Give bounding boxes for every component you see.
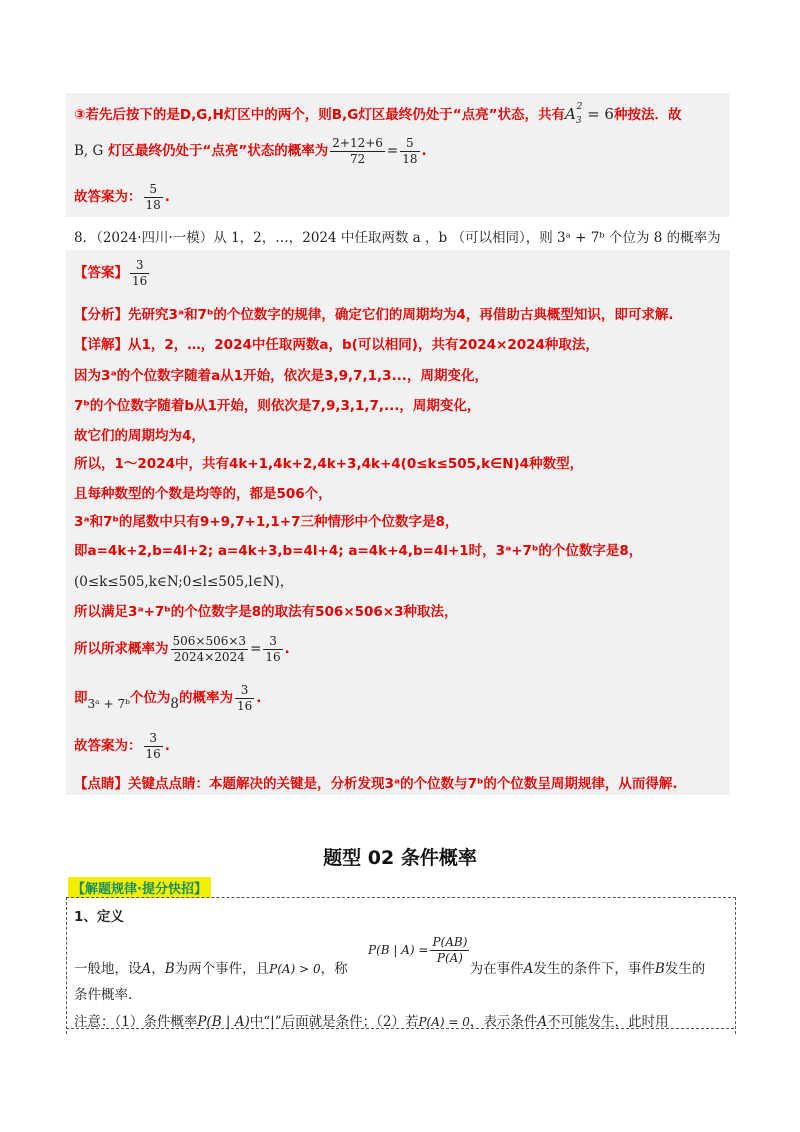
def-line1-d: ，称	[320, 961, 348, 977]
q8-ie-text: 个位为	[129, 690, 171, 706]
q8-answer-fraction: $\frac{3}{16}$	[132, 257, 148, 288]
formula-lhs: P(B | A) =	[368, 943, 429, 957]
def-line1-A: A	[141, 961, 152, 977]
q8-answer-line	[74, 253, 151, 293]
def-line1-e: 为在事件	[469, 961, 524, 977]
def-line1-a: 一般地，设	[74, 961, 142, 977]
q8-detail-1: 【详解】从1，2，…，2024中任取两数a，b(可以相同)，共有2024×2024种取法，	[74, 337, 599, 353]
q8-ie-math: 3ᵃ + 7ᵇ	[87, 697, 130, 711]
note-d: ，表示条件	[469, 1014, 538, 1030]
def-line1-b: ，	[151, 961, 165, 977]
def-line1-c: 为两个事件，且	[174, 961, 270, 977]
note-e: 不可能发生，此时用	[547, 1014, 669, 1030]
q8-answer-label: 【答案】	[74, 265, 128, 281]
note-A: A	[537, 1014, 548, 1030]
question-8: 8．（2024·四川·一模）从 1，2，…，2024 中任取两数 a ，b （可以相同），则 3ᵃ + 7ᵇ 个位为 8 的概率为	[74, 230, 721, 246]
definition-line2: 条件概率.	[74, 987, 133, 1003]
prev-answer-end: .	[164, 189, 170, 205]
formula-fraction: $\frac{P(AB)}{P(A)}$	[432, 935, 468, 965]
q8-prob-eq: =	[250, 641, 262, 657]
def-line1-B2: B	[654, 961, 665, 977]
prev-solution-line2	[74, 131, 427, 171]
q8-detail-9: (0≤k≤505,k∈N;0≤l≤505,l∈N)，	[74, 574, 294, 590]
definition-heading: 1、定义	[74, 909, 124, 925]
prev-line2-eq: =	[386, 143, 399, 159]
prev-line2-result: $\frac{5}{18}$	[402, 135, 418, 166]
def-line1-A2: A	[523, 961, 534, 977]
q8-detail-4: 故它们的周期均为4，	[74, 428, 205, 444]
q8-final-answer-line	[74, 726, 170, 766]
prev-line1-end: 种按法．故	[613, 107, 682, 123]
q8-comment: 【点睛】关键点点睛：本题解决的关键是，分析发现3ᵃ的个位数与7ᵇ的个位数呈周期规律，从而得解.	[74, 776, 678, 792]
prev-line2-start: B, G	[74, 143, 104, 159]
q8-ie-eight: 8	[170, 696, 179, 712]
prev-line1-text: ③若先后按下的是D,G,H灯区中的两个，则B,G灯区最终仍处于“点亮”状态，共有	[74, 107, 566, 123]
q8-detail-3: 7ᵇ的个位数字随着b从1开始，则依次是7,9,3,1,7,...，周期变化，	[74, 398, 481, 414]
definition-note	[74, 1010, 669, 1030]
def-line1-g: 发生的	[664, 961, 706, 977]
def-line1-f: 发生的条件下，事件	[533, 961, 655, 977]
prev-line2-text: 灯区最终仍处于“点亮”状态的概率为	[103, 143, 329, 159]
prev-line2-fraction: $\frac{2+12+6}{72}$	[332, 135, 383, 166]
q8-detail-10: 所以满足3ᵃ+7ᵇ的个位数字是8的取法有506×506×3种取法，	[74, 604, 458, 620]
note-bar: |	[270, 1014, 275, 1030]
q8-prob-result: $\frac{3}{16}$	[265, 633, 281, 664]
note-b: 中“	[249, 1014, 271, 1030]
q8-prob-label: 所以所求概率为	[74, 641, 169, 657]
section-tag: 【解题规律·提分快招】	[68, 877, 211, 898]
q8-prob-end: .	[284, 641, 290, 657]
q8-final-fraction: $\frac{3}{16}$	[145, 730, 161, 761]
prev-answer-label: 故答案为：	[74, 189, 142, 205]
prev-answer-line	[74, 177, 170, 217]
def-line1-cond: P(A) > 0	[269, 962, 321, 976]
q8-probability-line	[74, 627, 290, 671]
q8-final-end: .	[164, 738, 170, 754]
q8-analysis: 【分析】先研究3ᵃ和7ᵇ的个位数字的规律，确定它们的周期均为4，再借助古典概型知识，即可求解.	[74, 307, 674, 323]
prev-answer-fraction: $\frac{5}{18}$	[145, 181, 161, 212]
prev-solution-line1	[74, 101, 681, 131]
note-a: 注意：（1）条件概率	[74, 1014, 198, 1030]
q8-prob-fraction: $\frac{506\times 506\times 3}{2024\times 2024}$	[172, 633, 247, 664]
q8-ie-fraction: $\frac{3}{16}$	[236, 682, 253, 713]
definition-line1	[74, 957, 705, 977]
note-c: ”后面就是条件；（2）若	[274, 1014, 419, 1030]
q8-detail-2: 因为3ᵃ的个位数字随着a从1开始，依次是3,9,7,1,3...，周期变化，	[74, 368, 488, 384]
q8-ie-label: 即	[74, 690, 88, 706]
prev-line1-eq: = 6	[582, 105, 614, 123]
note-math2: P(A) = 0	[418, 1015, 470, 1029]
q8-detail-6: 且每种数型的个数是均等的，都是506个，	[74, 486, 332, 502]
note-math: P(B | A)	[197, 1014, 250, 1030]
q8-ie-line	[74, 678, 261, 718]
prev-line2-end: .	[421, 143, 427, 159]
arrangement-symbol: $A_3^2$	[565, 102, 583, 126]
q8-detail-7: 3ᵃ和7ᵇ的尾数中只有9+9,7+1,1+7三种情形中个位数字是8，	[74, 514, 459, 530]
q8-ie-text2: 的概率为	[178, 690, 233, 706]
def-line1-B: B	[164, 961, 175, 977]
section-title: 题型 02 条件概率	[323, 847, 477, 869]
q8-ie-end: .	[256, 690, 262, 706]
q8-final-label: 故答案为：	[74, 738, 142, 754]
q8-detail-5: 所以，1～2024中，共有4k+1,4k+2,4k+3,4k+4(0≤k≤505,k∈N)4种数型，	[74, 456, 584, 472]
q8-detail-8: 即a=4k+2,b=4l+2; a=4k+3,b=4l+4; a=4k+4,b=4l+1时，3ᵃ+7ᵇ的个位数字是8，	[74, 543, 643, 559]
